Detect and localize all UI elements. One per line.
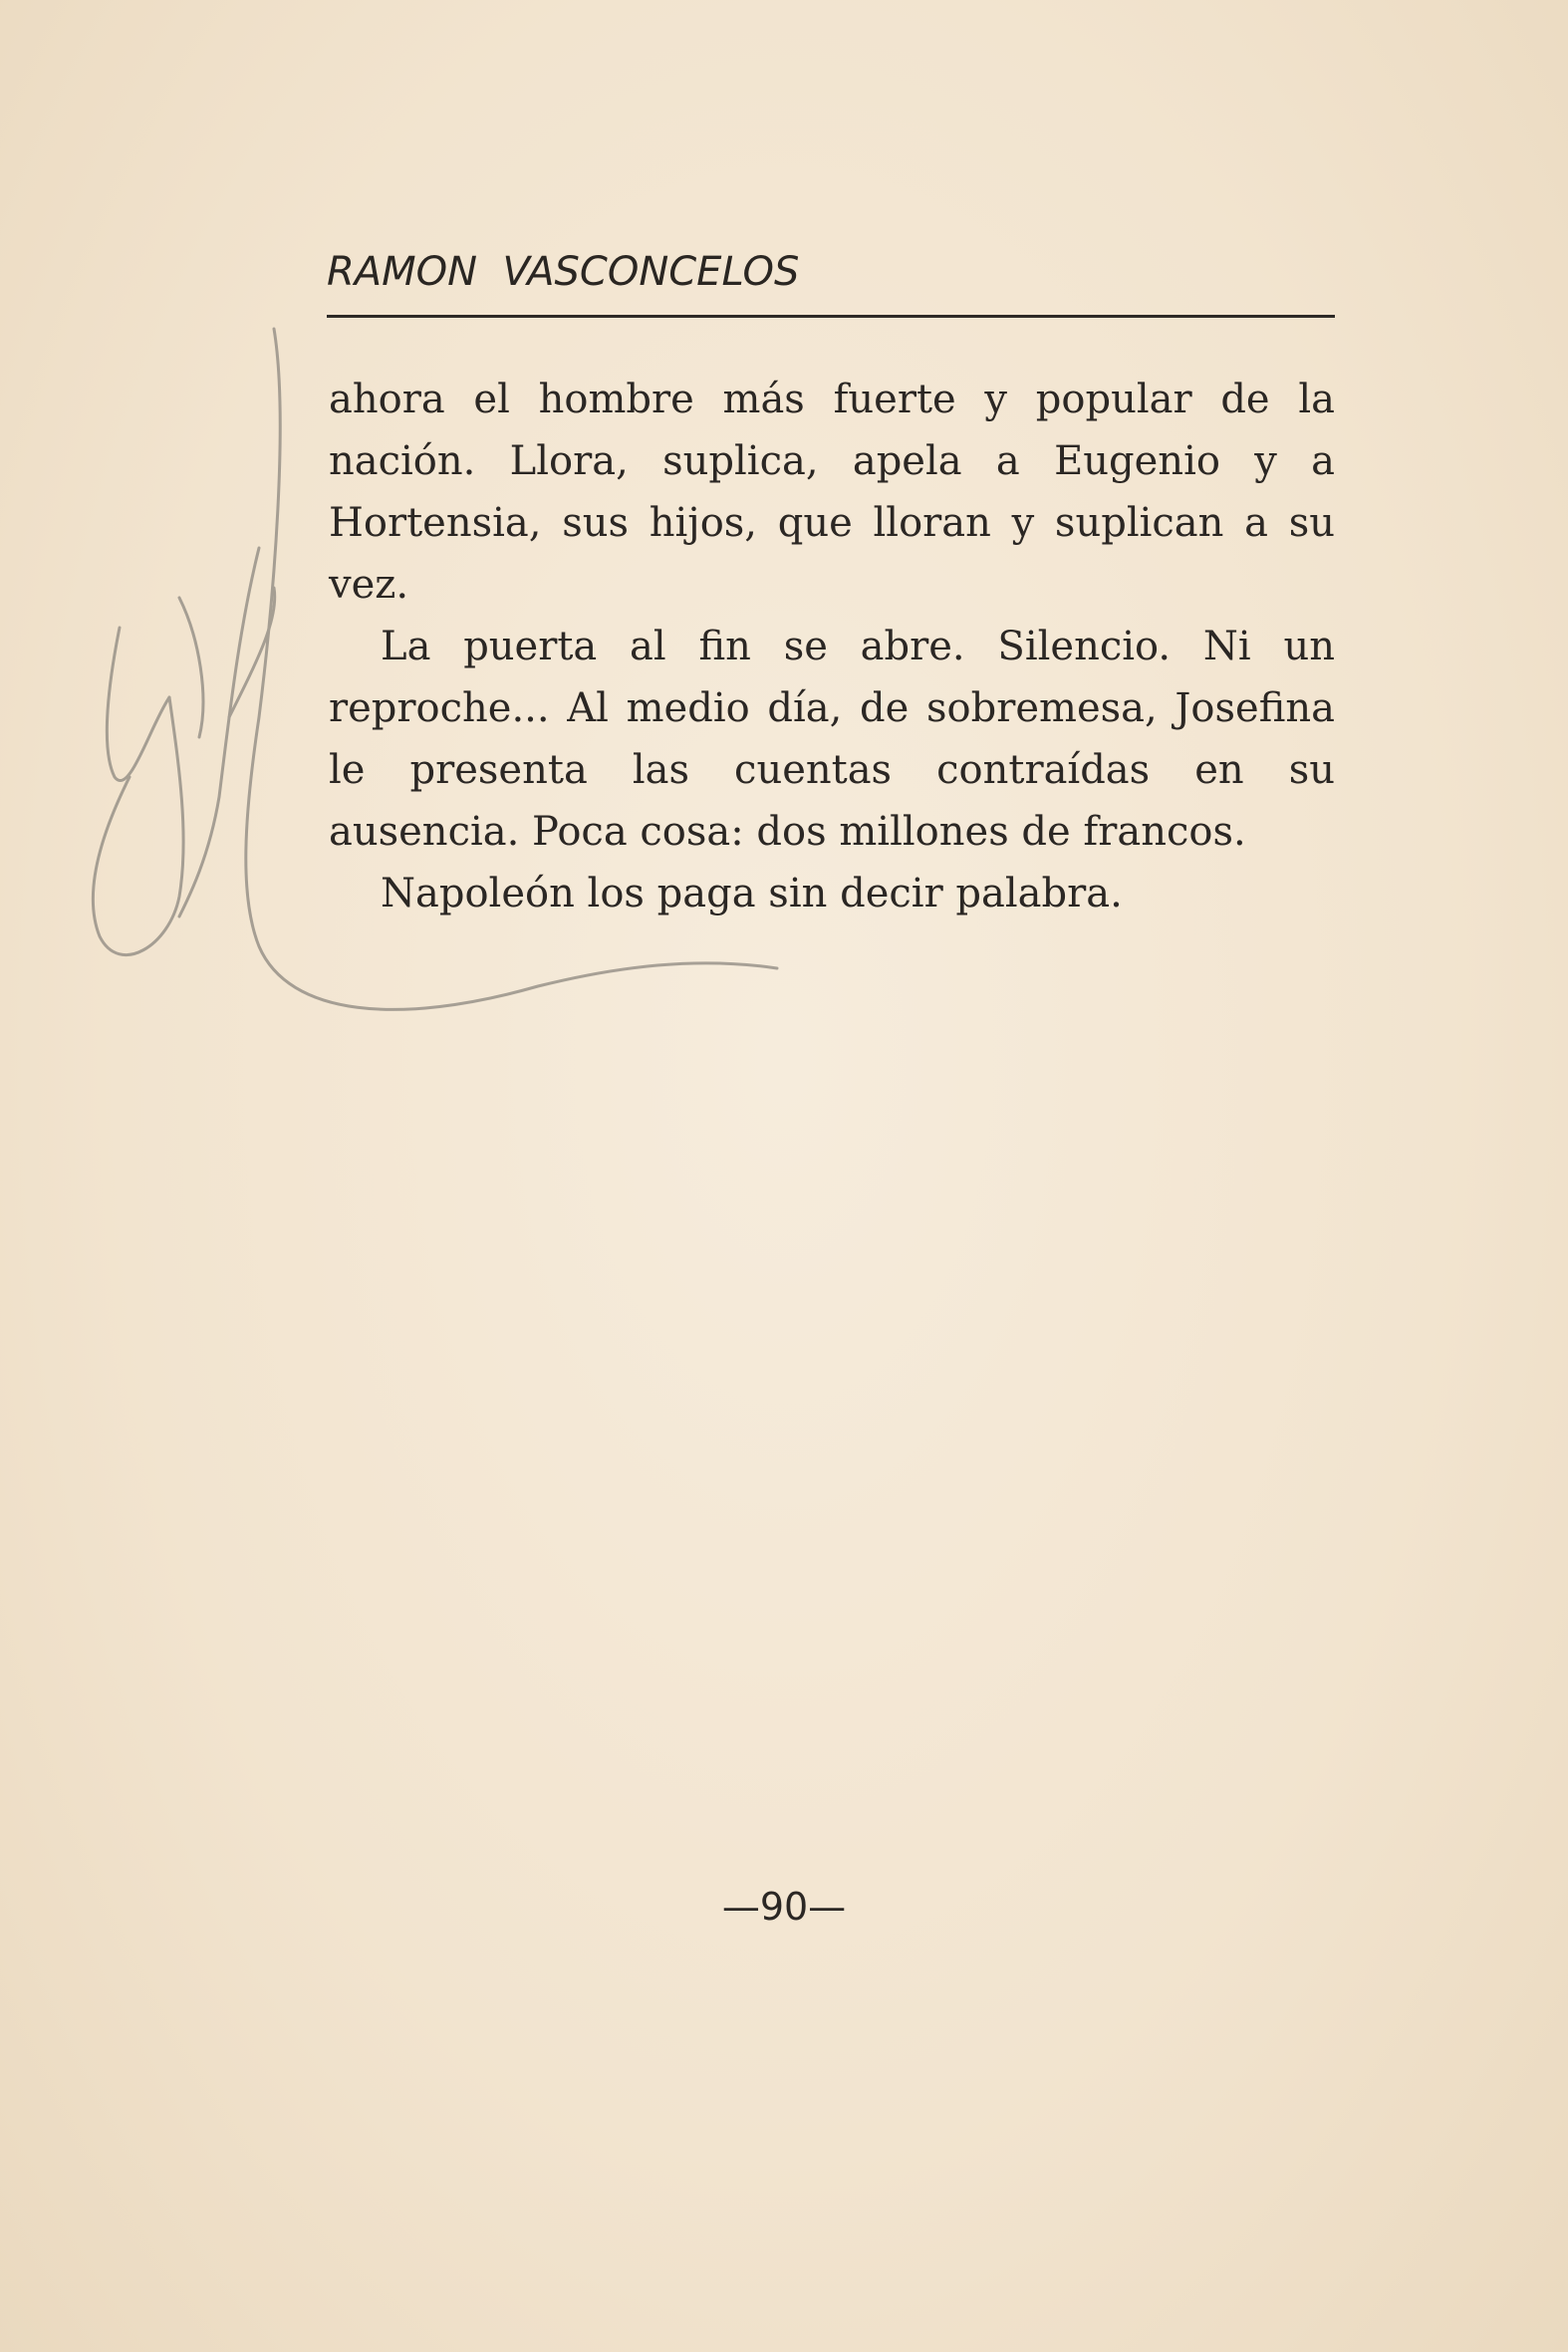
header-rule bbox=[327, 315, 1335, 318]
paragraph: ahora el hombre más fuerte y popular de la nación. Llora, suplica, apela a Eugenio y a Hortensia, sus hijos, que lloran y suplican a su vez. bbox=[329, 377, 1335, 608]
paragraph: La puerta al fin se abre. Silencio. Ni un reproche... Al medio día, de sobremesa, Josefina le presenta las cuentas contraídas en su ausencia. Poca cosa: dos millones de francos. bbox=[329, 624, 1335, 855]
running-head: RAMON VASCONCELOS bbox=[327, 249, 800, 295]
paragraph: Napoleón los paga sin decir palabra. bbox=[381, 871, 1123, 916]
page-number: —90— bbox=[721, 1885, 847, 1929]
body-text bbox=[329, 369, 1335, 924]
